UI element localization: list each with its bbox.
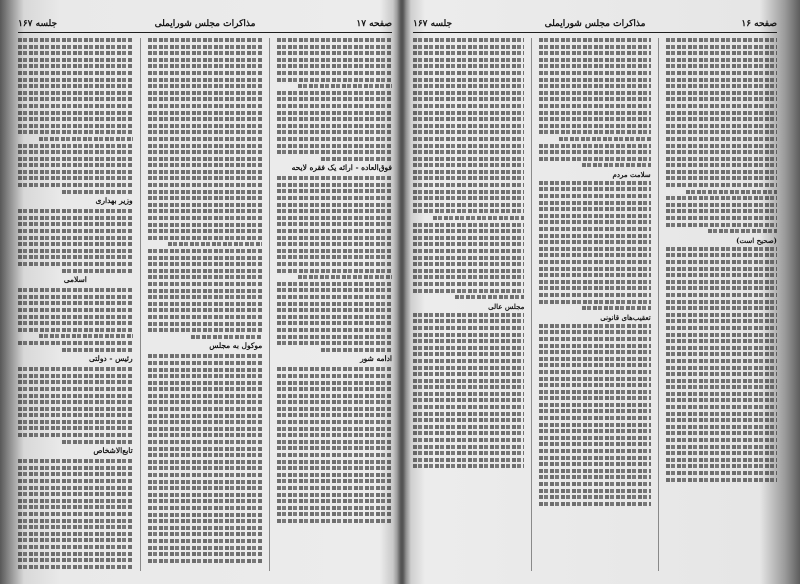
right-col2-heading-a: سلامت مردم: [612, 169, 651, 179]
left-page-title: مذاکرات مجلس شورایملی: [154, 19, 256, 29]
right-col3-heading-a: مجلس عالی: [488, 301, 525, 311]
left-page-columns: [18, 38, 392, 571]
left-page-header: [18, 16, 392, 33]
right-page-column-3: [413, 38, 524, 571]
left-col1-heading-a: فوق‌العاده - ارائه یک فقره لایحه: [291, 163, 392, 173]
left-column-separator: [269, 38, 270, 571]
right-page-title: مذاکرات مجلس شورایملی: [544, 19, 646, 29]
right-page-column-2: [539, 38, 650, 571]
left-page-session: جلسه ۱۶۷: [18, 19, 58, 29]
right-page-column-1: [666, 38, 777, 571]
left-col3-heading-d: تابع‌الاشخاص: [93, 446, 133, 456]
left-page-number: صفحه ۱۷: [356, 19, 392, 29]
left-col3-heading-c: رئیس - دولتی: [89, 354, 133, 364]
right-page-session: جلسه ۱۶۷: [413, 19, 453, 29]
left-column-separator: [140, 38, 141, 571]
right-column-separator: [658, 38, 659, 571]
right-page-number: صفحه ۱۶: [741, 19, 777, 29]
right-column-separator: [531, 38, 532, 571]
left-col3-heading-b: اسلامی: [63, 275, 87, 285]
left-page: [14, 10, 396, 575]
left-col1-heading-b: ادامه شور: [360, 354, 392, 364]
right-page: [409, 10, 781, 575]
left-col3-heading-a: وزیر بهداری: [95, 196, 133, 206]
right-col2-heading-b: تعقیب‌های قانونی: [600, 312, 651, 322]
right-col1-heading-a: (صحیح است): [736, 235, 777, 245]
right-page-header: [413, 16, 777, 33]
left-page-column-1: [277, 38, 392, 571]
left-page-column-2: [148, 38, 263, 571]
left-page-column-3: [18, 38, 133, 571]
right-page-columns: [413, 38, 777, 571]
left-col2-heading-a: موکول به مجلس: [209, 341, 263, 351]
